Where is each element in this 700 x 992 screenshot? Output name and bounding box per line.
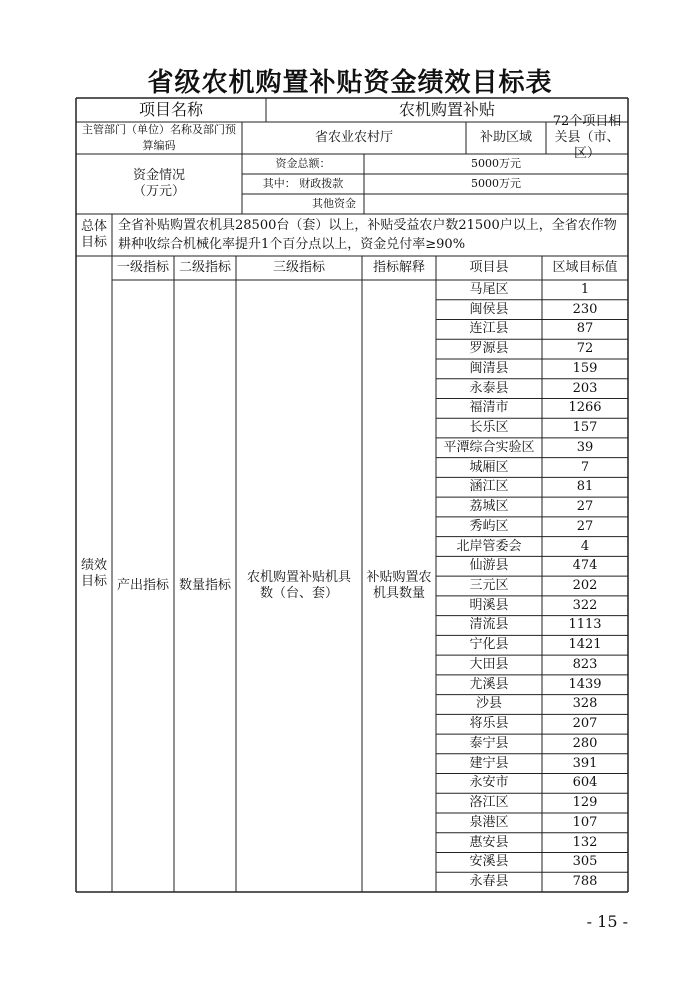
dept-value: 省农业农村厅 <box>314 130 393 145</box>
table-row-county: 宁化县 <box>469 637 509 653</box>
table-row-value: 474 <box>572 558 598 574</box>
table-row-county: 明溪县 <box>469 597 509 613</box>
col-county: 项目县 <box>469 260 509 275</box>
dept-label: 主管部门（单位）名称及部门预算编码 <box>82 123 236 152</box>
table-row-value: 1113 <box>568 617 602 633</box>
funds-label: 资金情况（万元） <box>132 168 185 199</box>
funds-fiscal-value: 5000万元 <box>471 177 521 190</box>
table-row-value: 159 <box>572 360 598 376</box>
table-row-value: 1266 <box>568 400 602 416</box>
indicator-level3: 农机购置补贴机具数（台、套） <box>246 570 351 601</box>
table-row-county: 清流县 <box>469 617 509 633</box>
table-row-value: 39 <box>576 439 594 455</box>
table-row-value: 157 <box>572 420 598 436</box>
project-name-value: 农机购置补贴 <box>398 100 495 119</box>
indicator-level1: 产出指标 <box>116 578 169 593</box>
table-row-county: 城厢区 <box>469 459 509 475</box>
table-row-county: 泉港区 <box>469 814 509 830</box>
funds-fiscal-label: 其中： 财政拨款 <box>262 177 344 190</box>
table-row-value: 27 <box>576 499 594 515</box>
table-row-county: 大田县 <box>469 656 509 672</box>
project-name-label: 项目名称 <box>138 100 203 119</box>
table-row-value: 87 <box>576 321 594 337</box>
table-row-value: 202 <box>572 577 598 593</box>
funds-total-label: 资金总额： <box>275 157 331 170</box>
region-value: 72个项目相关县（市、区） <box>552 114 622 161</box>
table-row-county: 永春县 <box>469 874 509 890</box>
table-row-county: 仙游县 <box>469 558 509 574</box>
col-level1: 一级指标 <box>116 260 169 275</box>
perf-label: 绩效目标 <box>80 558 107 589</box>
table-row-county: 平潭综合实验区 <box>443 439 535 455</box>
table-row-value: 230 <box>572 301 598 317</box>
table-row-value: 81 <box>576 479 594 495</box>
table-row-county: 北岸管委会 <box>456 538 522 554</box>
table-row-value: 280 <box>572 735 598 751</box>
overall-text: 全省补贴购置农机具28500台（套）以上，补贴受益农户数21500户以上，全省农作物耕种收综合机械化率提升1个百分点以上，资金兑付率≥90% <box>118 218 617 252</box>
funds-total-value: 5000万元 <box>471 157 521 170</box>
funds-other-value <box>364 194 628 214</box>
table-row-value: 1439 <box>568 676 602 692</box>
table-row-county: 永安市 <box>469 775 509 791</box>
table-row-county: 安溪县 <box>469 854 509 870</box>
table-row-county: 永泰县 <box>469 380 509 396</box>
table-row-value: 4 <box>580 538 590 554</box>
table-row-county: 沙县 <box>475 696 502 712</box>
funds-other-label: 其他资金 <box>312 197 356 210</box>
table-row-value: 207 <box>572 716 598 732</box>
table-row-county: 洛江区 <box>469 795 509 811</box>
table-row-county: 秀屿区 <box>469 518 509 534</box>
overall-label: 总体目标 <box>80 219 107 250</box>
table-row-value: 322 <box>572 597 598 613</box>
table-row-county: 闽清县 <box>469 360 509 376</box>
col-level3: 三级指标 <box>272 260 325 275</box>
indicator-level2: 数量指标 <box>178 578 231 593</box>
table-row-county: 福清市 <box>469 400 509 416</box>
table-row-value: 823 <box>572 656 598 672</box>
col-explain: 指标解释 <box>372 260 425 275</box>
table-row-value: 203 <box>572 380 598 396</box>
table-row-value: 27 <box>576 518 594 534</box>
region-label: 补助区域 <box>479 130 532 145</box>
table-row-county: 尤溪县 <box>469 676 509 692</box>
table-row-value: 604 <box>572 775 598 791</box>
table-row-value: 328 <box>572 696 598 712</box>
page-title: 省级农机购置补贴资金绩效目标表 <box>147 68 553 98</box>
table-row-county: 涵江区 <box>469 479 509 495</box>
table-row-county: 建宁县 <box>469 755 509 771</box>
table-row-county: 长乐区 <box>469 420 509 436</box>
table-row-value: 788 <box>572 874 598 890</box>
table-row-county: 连江县 <box>469 321 509 337</box>
table-row-value: 1 <box>580 281 590 297</box>
table-row-value: 1421 <box>568 637 602 653</box>
table-row-value: 72 <box>576 341 594 357</box>
table-row-county: 罗源县 <box>469 341 509 357</box>
table-row-county: 闽侯县 <box>469 301 509 317</box>
table-row-value: 132 <box>572 834 598 850</box>
table-row-county: 马尾区 <box>469 281 509 297</box>
table-row-county: 泰宁县 <box>469 735 509 751</box>
page-number: - 15 - <box>586 912 628 931</box>
table-row-value: 305 <box>572 854 598 870</box>
table-row-county: 将乐县 <box>469 716 509 732</box>
table-row-county: 三元区 <box>469 577 509 593</box>
col-level2: 二级指标 <box>178 260 231 275</box>
table-row-county: 惠安县 <box>469 834 509 850</box>
table-row-value: 391 <box>572 755 598 771</box>
col-target: 区域目标值 <box>552 260 618 275</box>
table-row-value: 107 <box>572 814 598 830</box>
indicator-explain: 补贴购置农机具数量 <box>366 570 432 601</box>
table-row-value: 7 <box>580 459 590 475</box>
table-row-county: 荔城区 <box>469 499 509 515</box>
table-row-value: 129 <box>572 795 598 811</box>
